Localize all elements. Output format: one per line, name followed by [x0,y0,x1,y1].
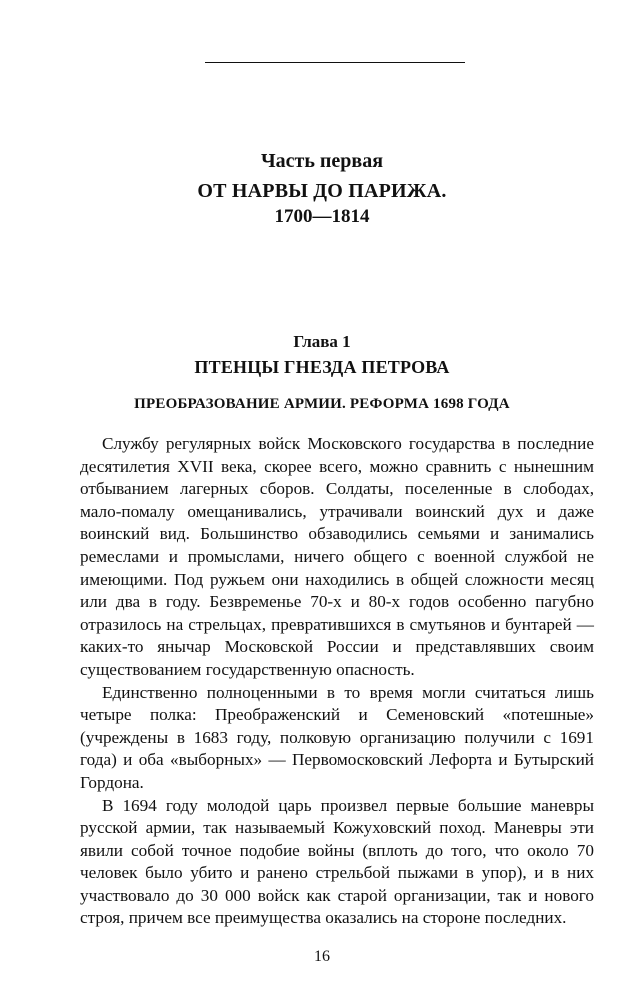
page-number: 16 [314,948,330,965]
chapter-number: Глава 1 [293,332,351,351]
section-title: ПРЕОБРАЗОВАНИЕ АРМИИ. РЕФОРМА 1698 ГОДА [134,396,510,412]
chapter-title: ПТЕНЦЫ ГНЕЗДА ПЕТРОВА [194,357,450,377]
paragraph-1: Службу регулярных войск Московского государства в последние десятилетия XVII века, скорее всего, можно сравнить с нынешним отбыванием лагерных сборов. Солдаты, поселенные в слободах, мало-помалу омещанивались, утрачивали воинский дух и даже воинский вид. Большинство обзаводились семьями и занимались ремеслами и промыслами, ничего общего с военной службой не имеющими. Под ружьем они находились в общей сложности месяц или два в году. Безвременье 70-х и 80-х годов особенно пагубно отразилось на стрельцах, превратившихся в смутьянов и бунтарей — каких-то янычар Московской России и представлявших своим существованием государственную опасность. [80,434,594,679]
body-text [80,433,594,930]
paragraph-3: В 1694 году молодой царь произвел первые большие маневры русской армии, так называемый Кожуховский поход. Маневры эти явили собой точное подобие войны (вплоть до того, что около 70 человек было убито и ранено стрельбой пыжами в упор), и в них участвовало до 30 000 войск как старой организации, так и нового строя, причем все преимущества оказались на стороне последних. [80,795,594,928]
part-title: Часть первая [260,150,384,172]
part-subtitle: ОТ НАРВЫ ДО ПАРИЖА. [197,180,447,202]
part-years: 1700—1814 [274,206,370,227]
paragraph-2: Единственно полноценными в то время могли считаться лишь четыре полка: Преображенский и Семеновский «потешные» (учреждены в 1683 году, полковую организацию получили с 1691 года) и оба «выборных» — Первомосковский Лефорта и Бутырский Гордона. [80,682,594,792]
top-rule [205,62,465,63]
